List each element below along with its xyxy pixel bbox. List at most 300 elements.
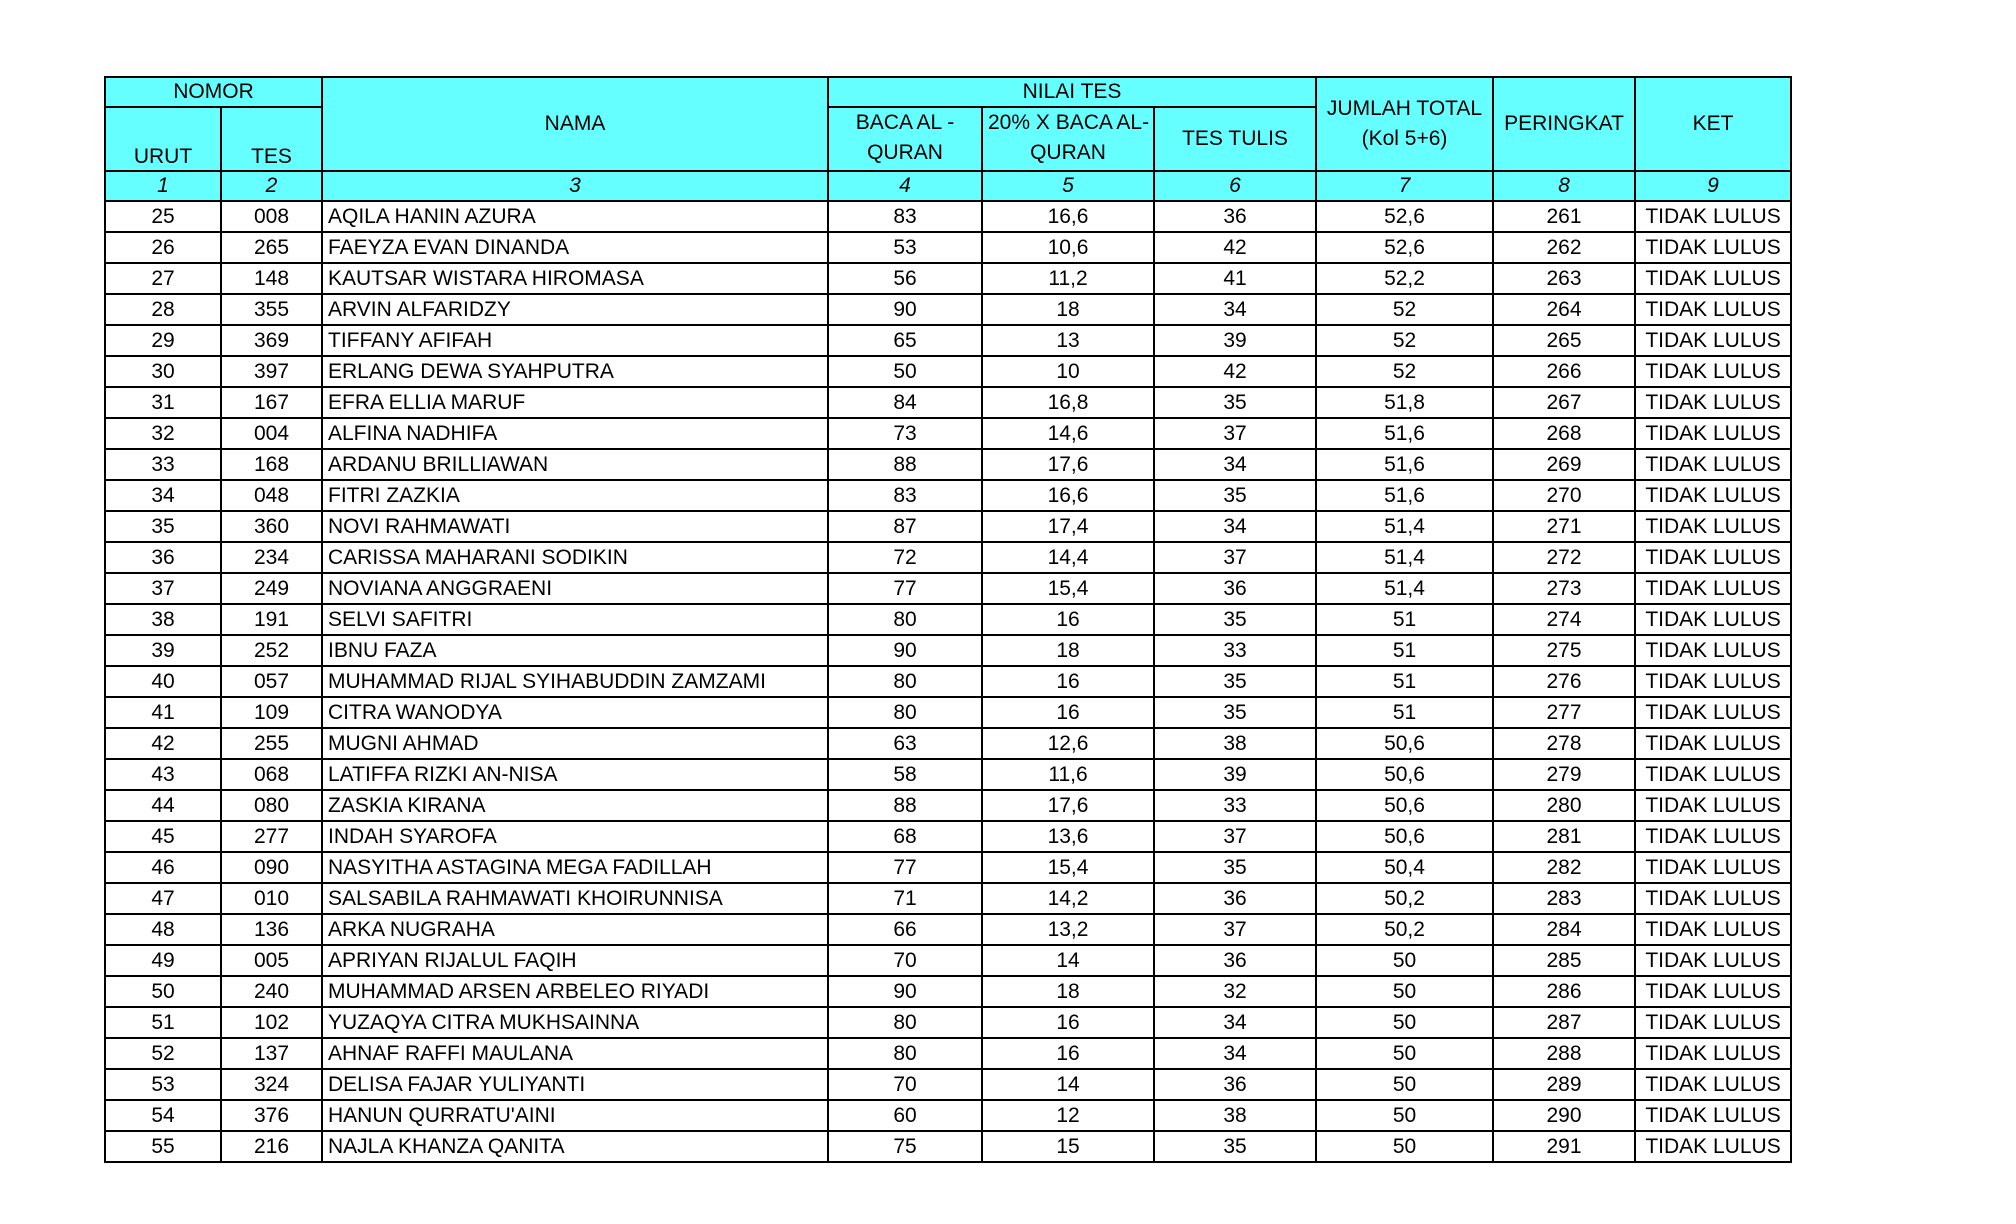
cell-jumlah-total: 50,6 — [1316, 759, 1493, 790]
column-number: 4 — [828, 171, 982, 201]
cell-urut: 35 — [105, 511, 221, 542]
cell-20-persen: 15,4 — [982, 852, 1154, 883]
cell-tes-tulis: 37 — [1154, 821, 1316, 852]
cell-baca-alquran: 90 — [828, 976, 982, 1007]
header-urut: URUT — [105, 107, 221, 171]
cell-peringkat: 290 — [1493, 1100, 1635, 1131]
cell-tes-tulis: 35 — [1154, 1131, 1316, 1162]
cell-ket: TIDAK LULUS — [1635, 914, 1791, 945]
cell-tes-tulis: 37 — [1154, 542, 1316, 573]
cell-ket: TIDAK LULUS — [1635, 232, 1791, 263]
cell-tes: 090 — [221, 852, 322, 883]
cell-urut: 37 — [105, 573, 221, 604]
cell-tes: 240 — [221, 976, 322, 1007]
cell-baca-alquran: 50 — [828, 356, 982, 387]
cell-tes-tulis: 35 — [1154, 387, 1316, 418]
cell-jumlah-total: 51,4 — [1316, 511, 1493, 542]
cell-20-persen: 16,8 — [982, 387, 1154, 418]
cell-tes: 136 — [221, 914, 322, 945]
cell-baca-alquran: 72 — [828, 542, 982, 573]
cell-20-persen: 18 — [982, 294, 1154, 325]
cell-ket: TIDAK LULUS — [1635, 945, 1791, 976]
cell-tes-tulis: 36 — [1154, 945, 1316, 976]
cell-tes-tulis: 35 — [1154, 604, 1316, 635]
cell-20-persen: 16 — [982, 1007, 1154, 1038]
cell-tes-tulis: 34 — [1154, 1038, 1316, 1069]
table-row — [105, 480, 1791, 511]
cell-baca-alquran: 80 — [828, 697, 982, 728]
cell-urut: 39 — [105, 635, 221, 666]
cell-nama: IBNU FAZA — [322, 635, 828, 666]
table-row — [105, 573, 1791, 604]
table-row — [105, 263, 1791, 294]
cell-ket: TIDAK LULUS — [1635, 511, 1791, 542]
cell-20-persen: 17,4 — [982, 511, 1154, 542]
cell-ket: TIDAK LULUS — [1635, 356, 1791, 387]
cell-ket: TIDAK LULUS — [1635, 480, 1791, 511]
cell-baca-alquran: 84 — [828, 387, 982, 418]
cell-ket: TIDAK LULUS — [1635, 852, 1791, 883]
cell-nama: ARVIN ALFARIDZY — [322, 294, 828, 325]
cell-baca-alquran: 80 — [828, 1007, 982, 1038]
cell-baca-alquran: 80 — [828, 666, 982, 697]
cell-urut: 32 — [105, 418, 221, 449]
cell-peringkat: 263 — [1493, 263, 1635, 294]
cell-baca-alquran: 75 — [828, 1131, 982, 1162]
column-number: 6 — [1154, 171, 1316, 201]
cell-urut: 53 — [105, 1069, 221, 1100]
cell-urut: 30 — [105, 356, 221, 387]
cell-20-persen: 18 — [982, 976, 1154, 1007]
cell-tes: 004 — [221, 418, 322, 449]
cell-tes-tulis: 35 — [1154, 666, 1316, 697]
cell-peringkat: 278 — [1493, 728, 1635, 759]
cell-baca-alquran: 77 — [828, 852, 982, 883]
cell-baca-alquran: 70 — [828, 1069, 982, 1100]
cell-nama: EFRA ELLIA MARUF — [322, 387, 828, 418]
cell-tes-tulis: 37 — [1154, 914, 1316, 945]
cell-peringkat: 285 — [1493, 945, 1635, 976]
cell-urut: 42 — [105, 728, 221, 759]
cell-nama: ALFINA NADHIFA — [322, 418, 828, 449]
header-nilai-tes: NILAI TES — [828, 77, 1316, 107]
cell-tes-tulis: 34 — [1154, 294, 1316, 325]
cell-urut: 25 — [105, 201, 221, 232]
cell-ket: TIDAK LULUS — [1635, 1038, 1791, 1069]
cell-jumlah-total: 50,6 — [1316, 821, 1493, 852]
cell-jumlah-total: 50,2 — [1316, 914, 1493, 945]
cell-jumlah-total: 51,8 — [1316, 387, 1493, 418]
cell-tes: 324 — [221, 1069, 322, 1100]
table-row — [105, 666, 1791, 697]
cell-tes-tulis: 36 — [1154, 201, 1316, 232]
cell-jumlah-total: 50 — [1316, 1100, 1493, 1131]
cell-peringkat: 277 — [1493, 697, 1635, 728]
cell-peringkat: 271 — [1493, 511, 1635, 542]
cell-nama: AHNAF RAFFI MAULANA — [322, 1038, 828, 1069]
cell-jumlah-total: 52 — [1316, 325, 1493, 356]
cell-nama: YUZAQYA CITRA MUKHSAINNA — [322, 1007, 828, 1038]
cell-baca-alquran: 58 — [828, 759, 982, 790]
table-row — [105, 728, 1791, 759]
table-row — [105, 1007, 1791, 1038]
cell-tes: 168 — [221, 449, 322, 480]
cell-peringkat: 267 — [1493, 387, 1635, 418]
cell-baca-alquran: 56 — [828, 263, 982, 294]
table-row — [105, 883, 1791, 914]
cell-baca-alquran: 90 — [828, 635, 982, 666]
cell-urut: 51 — [105, 1007, 221, 1038]
cell-20-persen: 13 — [982, 325, 1154, 356]
cell-tes: 008 — [221, 201, 322, 232]
cell-baca-alquran: 73 — [828, 418, 982, 449]
cell-jumlah-total: 51 — [1316, 666, 1493, 697]
cell-tes: 234 — [221, 542, 322, 573]
cell-jumlah-total: 52 — [1316, 356, 1493, 387]
table-row — [105, 1038, 1791, 1069]
cell-20-persen: 17,6 — [982, 449, 1154, 480]
cell-tes: 109 — [221, 697, 322, 728]
cell-urut: 33 — [105, 449, 221, 480]
cell-jumlah-total: 51,6 — [1316, 418, 1493, 449]
cell-20-persen: 11,2 — [982, 263, 1154, 294]
cell-tes: 048 — [221, 480, 322, 511]
cell-urut: 40 — [105, 666, 221, 697]
cell-peringkat: 281 — [1493, 821, 1635, 852]
table-row — [105, 852, 1791, 883]
cell-nama: APRIYAN RIJALUL FAQIH — [322, 945, 828, 976]
cell-baca-alquran: 88 — [828, 790, 982, 821]
cell-baca-alquran: 80 — [828, 604, 982, 635]
header-persen-line1: 20% X BACA AL- — [988, 111, 1150, 134]
header-peringkat: PERINGKAT — [1493, 77, 1635, 171]
cell-20-persen: 18 — [982, 635, 1154, 666]
cell-20-persen: 15,4 — [982, 573, 1154, 604]
cell-urut: 26 — [105, 232, 221, 263]
table-row — [105, 635, 1791, 666]
cell-jumlah-total: 51,6 — [1316, 449, 1493, 480]
cell-peringkat: 273 — [1493, 573, 1635, 604]
cell-20-persen: 15 — [982, 1131, 1154, 1162]
cell-nama: FITRI ZAZKIA — [322, 480, 828, 511]
cell-nama: SELVI SAFITRI — [322, 604, 828, 635]
cell-tes-tulis: 34 — [1154, 1007, 1316, 1038]
cell-20-persen: 14 — [982, 1069, 1154, 1100]
cell-ket: TIDAK LULUS — [1635, 449, 1791, 480]
cell-nama: NAJLA KHANZA QANITA — [322, 1131, 828, 1162]
cell-baca-alquran: 71 — [828, 883, 982, 914]
cell-tes-tulis: 36 — [1154, 883, 1316, 914]
cell-baca-alquran: 70 — [828, 945, 982, 976]
cell-nama: KAUTSAR WISTARA HIROMASA — [322, 263, 828, 294]
cell-urut: 36 — [105, 542, 221, 573]
cell-baca-alquran: 90 — [828, 294, 982, 325]
cell-tes: 191 — [221, 604, 322, 635]
cell-ket: TIDAK LULUS — [1635, 1100, 1791, 1131]
cell-baca-alquran: 66 — [828, 914, 982, 945]
cell-nama: CITRA WANODYA — [322, 697, 828, 728]
cell-tes-tulis: 35 — [1154, 852, 1316, 883]
cell-peringkat: 268 — [1493, 418, 1635, 449]
cell-jumlah-total: 50,6 — [1316, 790, 1493, 821]
cell-peringkat: 269 — [1493, 449, 1635, 480]
cell-urut: 48 — [105, 914, 221, 945]
cell-peringkat: 272 — [1493, 542, 1635, 573]
cell-tes: 216 — [221, 1131, 322, 1162]
table-row — [105, 790, 1791, 821]
cell-tes-tulis: 41 — [1154, 263, 1316, 294]
cell-tes-tulis: 32 — [1154, 976, 1316, 1007]
cell-tes: 057 — [221, 666, 322, 697]
cell-peringkat: 280 — [1493, 790, 1635, 821]
cell-peringkat: 288 — [1493, 1038, 1635, 1069]
cell-nama: INDAH SYAROFA — [322, 821, 828, 852]
cell-ket: TIDAK LULUS — [1635, 263, 1791, 294]
cell-ket: TIDAK LULUS — [1635, 201, 1791, 232]
column-number: 5 — [982, 171, 1154, 201]
cell-jumlah-total: 50,2 — [1316, 883, 1493, 914]
cell-jumlah-total: 50,4 — [1316, 852, 1493, 883]
cell-urut: 43 — [105, 759, 221, 790]
cell-20-persen: 14,4 — [982, 542, 1154, 573]
table-row — [105, 511, 1791, 542]
cell-tes: 255 — [221, 728, 322, 759]
cell-jumlah-total: 52,6 — [1316, 232, 1493, 263]
column-number: 1 — [105, 171, 221, 201]
cell-nama: LATIFFA RIZKI AN-NISA — [322, 759, 828, 790]
cell-nama: HANUN QURRATU'AINI — [322, 1100, 828, 1131]
cell-peringkat: 279 — [1493, 759, 1635, 790]
cell-jumlah-total: 51 — [1316, 604, 1493, 635]
cell-jumlah-total: 51 — [1316, 697, 1493, 728]
cell-20-persen: 16 — [982, 666, 1154, 697]
table-row — [105, 1069, 1791, 1100]
header-nomor: NOMOR — [105, 77, 322, 107]
header-tes: TES — [221, 107, 322, 171]
cell-baca-alquran: 60 — [828, 1100, 982, 1131]
cell-jumlah-total: 51,6 — [1316, 480, 1493, 511]
cell-baca-alquran: 87 — [828, 511, 982, 542]
cell-tes-tulis: 42 — [1154, 356, 1316, 387]
cell-20-persen: 17,6 — [982, 790, 1154, 821]
cell-urut: 38 — [105, 604, 221, 635]
cell-urut: 46 — [105, 852, 221, 883]
cell-ket: TIDAK LULUS — [1635, 821, 1791, 852]
cell-nama: ERLANG DEWA SYAHPUTRA — [322, 356, 828, 387]
cell-nama: ARDANU BRILLIAWAN — [322, 449, 828, 480]
cell-20-persen: 16 — [982, 604, 1154, 635]
cell-tes: 265 — [221, 232, 322, 263]
cell-20-persen: 16,6 — [982, 480, 1154, 511]
cell-peringkat: 266 — [1493, 356, 1635, 387]
cell-ket: TIDAK LULUS — [1635, 325, 1791, 356]
cell-urut: 34 — [105, 480, 221, 511]
cell-urut: 49 — [105, 945, 221, 976]
cell-urut: 50 — [105, 976, 221, 1007]
cell-tes-tulis: 35 — [1154, 697, 1316, 728]
cell-peringkat: 276 — [1493, 666, 1635, 697]
cell-ket: TIDAK LULUS — [1635, 759, 1791, 790]
cell-urut: 29 — [105, 325, 221, 356]
table-row — [105, 356, 1791, 387]
cell-tes-tulis: 36 — [1154, 1069, 1316, 1100]
cell-tes: 369 — [221, 325, 322, 356]
cell-urut: 55 — [105, 1131, 221, 1162]
cell-nama: MUGNI AHMAD — [322, 728, 828, 759]
header-jumlah-total — [1316, 77, 1493, 171]
header-jumlah-line2: (Kol 5+6) — [1361, 127, 1448, 150]
cell-jumlah-total: 50 — [1316, 1131, 1493, 1162]
cell-baca-alquran: 77 — [828, 573, 982, 604]
cell-urut: 31 — [105, 387, 221, 418]
cell-nama: SALSABILA RAHMAWATI KHOIRUNNISA — [322, 883, 828, 914]
table-row — [105, 821, 1791, 852]
cell-jumlah-total: 52 — [1316, 294, 1493, 325]
cell-peringkat: 264 — [1493, 294, 1635, 325]
cell-ket: TIDAK LULUS — [1635, 294, 1791, 325]
cell-peringkat: 274 — [1493, 604, 1635, 635]
results-sheet — [104, 76, 1792, 1163]
cell-tes: 277 — [221, 821, 322, 852]
header-tes-tulis: TES TULIS — [1154, 107, 1316, 171]
cell-20-persen: 13,6 — [982, 821, 1154, 852]
cell-urut: 45 — [105, 821, 221, 852]
table-row — [105, 201, 1791, 232]
cell-ket: TIDAK LULUS — [1635, 790, 1791, 821]
cell-tes: 249 — [221, 573, 322, 604]
cell-baca-alquran: 83 — [828, 480, 982, 511]
table-row — [105, 1100, 1791, 1131]
cell-ket: TIDAK LULUS — [1635, 1131, 1791, 1162]
cell-tes: 397 — [221, 356, 322, 387]
header-nama: NAMA — [322, 77, 828, 171]
cell-tes-tulis: 38 — [1154, 728, 1316, 759]
table-row — [105, 976, 1791, 1007]
cell-urut: 41 — [105, 697, 221, 728]
cell-tes: 010 — [221, 883, 322, 914]
table-row — [105, 418, 1791, 449]
cell-baca-alquran: 80 — [828, 1038, 982, 1069]
header-jumlah-line1: JUMLAH TOTAL — [1326, 97, 1483, 120]
cell-tes-tulis: 42 — [1154, 232, 1316, 263]
cell-nama: ZASKIA KIRANA — [322, 790, 828, 821]
cell-ket: TIDAK LULUS — [1635, 635, 1791, 666]
cell-ket: TIDAK LULUS — [1635, 1069, 1791, 1100]
cell-tes: 102 — [221, 1007, 322, 1038]
cell-20-persen: 12 — [982, 1100, 1154, 1131]
cell-tes-tulis: 35 — [1154, 480, 1316, 511]
cell-peringkat: 261 — [1493, 201, 1635, 232]
cell-tes-tulis: 39 — [1154, 759, 1316, 790]
cell-nama: AQILA HANIN AZURA — [322, 201, 828, 232]
cell-20-persen: 14 — [982, 945, 1154, 976]
cell-tes: 080 — [221, 790, 322, 821]
cell-jumlah-total: 52,6 — [1316, 201, 1493, 232]
table-row — [105, 914, 1791, 945]
table-row — [105, 449, 1791, 480]
cell-jumlah-total: 50 — [1316, 945, 1493, 976]
cell-nama: CARISSA MAHARANI SODIKIN — [322, 542, 828, 573]
cell-peringkat: 275 — [1493, 635, 1635, 666]
cell-nama: DELISA FAJAR YULIYANTI — [322, 1069, 828, 1100]
cell-tes-tulis: 37 — [1154, 418, 1316, 449]
column-number: 3 — [322, 171, 828, 201]
cell-nama: TIFFANY AFIFAH — [322, 325, 828, 356]
table-row — [105, 1131, 1791, 1162]
cell-urut: 27 — [105, 263, 221, 294]
column-number: 8 — [1493, 171, 1635, 201]
cell-20-persen: 16 — [982, 697, 1154, 728]
header-baca-alquran — [828, 107, 982, 171]
cell-tes-tulis: 34 — [1154, 449, 1316, 480]
cell-jumlah-total: 50 — [1316, 1069, 1493, 1100]
cell-baca-alquran: 68 — [828, 821, 982, 852]
cell-nama: MUHAMMAD ARSEN ARBELEO RIYADI — [322, 976, 828, 1007]
cell-20-persen: 10 — [982, 356, 1154, 387]
cell-peringkat: 291 — [1493, 1131, 1635, 1162]
cell-jumlah-total: 51,4 — [1316, 573, 1493, 604]
header-ket: KET — [1635, 77, 1791, 171]
cell-peringkat: 289 — [1493, 1069, 1635, 1100]
cell-tes: 148 — [221, 263, 322, 294]
cell-ket: TIDAK LULUS — [1635, 542, 1791, 573]
cell-20-persen: 14,6 — [982, 418, 1154, 449]
cell-jumlah-total: 50,6 — [1316, 728, 1493, 759]
table-row — [105, 387, 1791, 418]
table-row — [105, 604, 1791, 635]
cell-tes: 068 — [221, 759, 322, 790]
cell-20-persen: 16 — [982, 1038, 1154, 1069]
cell-baca-alquran: 83 — [828, 201, 982, 232]
table-row — [105, 945, 1791, 976]
cell-peringkat: 284 — [1493, 914, 1635, 945]
column-number: 2 — [221, 171, 322, 201]
cell-tes-tulis: 33 — [1154, 790, 1316, 821]
header-persen-line2: QURAN — [1030, 141, 1106, 164]
results-table — [104, 76, 1792, 1163]
cell-ket: TIDAK LULUS — [1635, 666, 1791, 697]
cell-nama: ARKA NUGRAHA — [322, 914, 828, 945]
cell-jumlah-total: 51 — [1316, 635, 1493, 666]
cell-ket: TIDAK LULUS — [1635, 573, 1791, 604]
table-row — [105, 697, 1791, 728]
column-number: 9 — [1635, 171, 1791, 201]
cell-jumlah-total: 50 — [1316, 1038, 1493, 1069]
cell-ket: TIDAK LULUS — [1635, 976, 1791, 1007]
cell-urut: 54 — [105, 1100, 221, 1131]
cell-20-persen: 16,6 — [982, 201, 1154, 232]
cell-peringkat: 287 — [1493, 1007, 1635, 1038]
cell-urut: 28 — [105, 294, 221, 325]
header-baca-line2: QURAN — [867, 141, 943, 164]
cell-peringkat: 286 — [1493, 976, 1635, 1007]
cell-urut: 44 — [105, 790, 221, 821]
cell-tes: 355 — [221, 294, 322, 325]
cell-tes: 252 — [221, 635, 322, 666]
cell-tes-tulis: 36 — [1154, 573, 1316, 604]
cell-baca-alquran: 88 — [828, 449, 982, 480]
cell-tes-tulis: 39 — [1154, 325, 1316, 356]
header-20-persen-baca — [982, 107, 1154, 171]
cell-tes: 137 — [221, 1038, 322, 1069]
cell-ket: TIDAK LULUS — [1635, 1007, 1791, 1038]
cell-ket: TIDAK LULUS — [1635, 604, 1791, 635]
column-number: 7 — [1316, 171, 1493, 201]
table-row — [105, 759, 1791, 790]
cell-20-persen: 11,6 — [982, 759, 1154, 790]
cell-ket: TIDAK LULUS — [1635, 728, 1791, 759]
table-row — [105, 232, 1791, 263]
